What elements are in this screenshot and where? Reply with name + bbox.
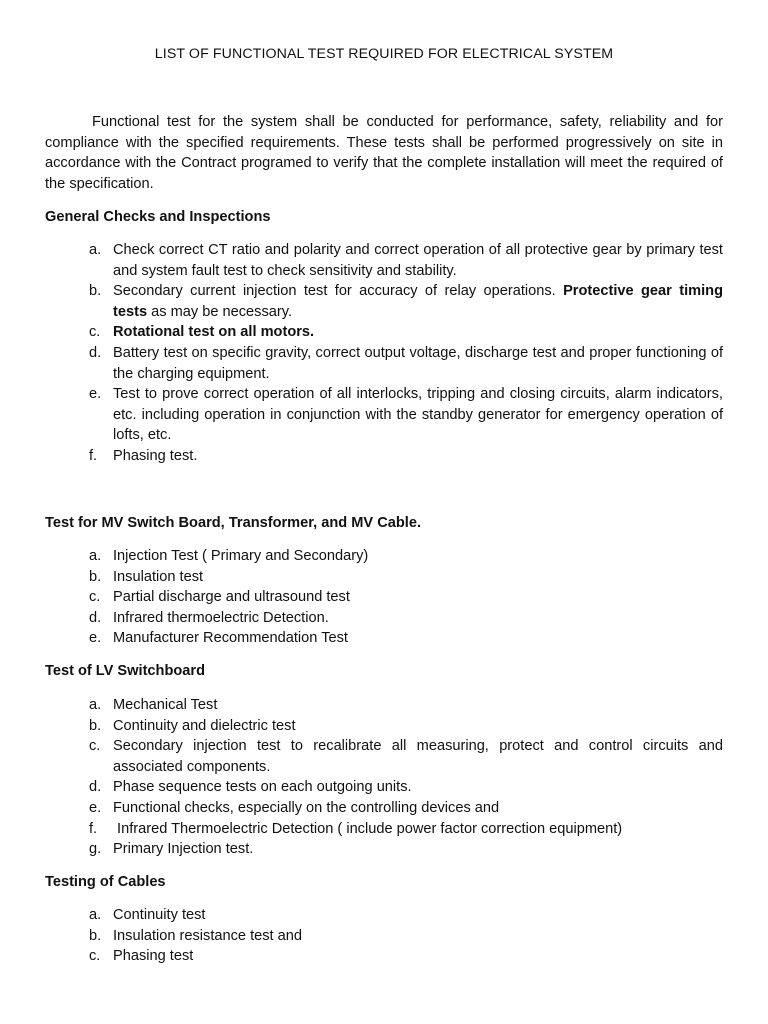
- section-heading-general-checks: General Checks and Inspections: [45, 209, 271, 225]
- section-heading-lv-switchboard: Test of LV Switchboard: [45, 663, 205, 679]
- list-marker: f.: [89, 820, 98, 837]
- list-item: b. Insulation test: [89, 567, 723, 588]
- list-item: d. Phase sequence tests on each outgoing units.: [89, 777, 723, 798]
- list-item: e. Functional checks, especially on the controlling devices and: [89, 798, 723, 819]
- section-heading-mv-switchboard: Test for MV Switch Board, Transformer, and MV Cable.: [45, 515, 421, 531]
- section-heading-testing-of-cables: Testing of Cables: [45, 874, 166, 890]
- list-marker: g.: [89, 841, 102, 858]
- list-item: e. Manufacturer Recommendation Test: [89, 628, 723, 649]
- list-marker: d.: [89, 609, 102, 626]
- document-title: LIST OF FUNCTIONAL TEST REQUIRED FOR ELECTRICAL SYSTEM: [154, 46, 614, 62]
- list-item: b. Insulation resistance test and: [89, 926, 723, 947]
- list-marker: e.: [89, 630, 102, 647]
- list-item: c. Secondary injection test to recalibrate all measuring, protect and control circuits and associated components.: [89, 738, 723, 775]
- list-item: f. Phasing test.: [89, 446, 723, 467]
- list-marker: a.: [89, 907, 102, 923]
- list-item: a. Injection Test ( Primary and Secondary): [89, 546, 723, 567]
- list-item: f. Infrared Thermoelectric Detection ( include power factor correction equipment): [89, 819, 723, 840]
- list-marker: d.: [89, 344, 102, 361]
- list-marker: a.: [89, 697, 102, 713]
- list-marker: a.: [89, 242, 102, 258]
- list-item: e. Test to prove correct operation of all interlocks, tripping and closing circuits, alarm indicators, etc. including operation in conjunction with the standby generator for emergency operation of lofts, etc.: [89, 386, 723, 444]
- lv-switchboard-list: [89, 695, 723, 860]
- intro-paragraph: Functional test for the system shall be conducted for performance, safety, reliability and for compliance with the specified requirements. These tests shall be performed progressively on site in accordance with the Contract programed to verify that the complete installation will meet the required of the specification.: [45, 114, 723, 192]
- list-marker: b.: [89, 283, 102, 300]
- list-item: d. Infrared thermoelectric Detection.: [89, 608, 723, 629]
- general-checks-list: [89, 240, 723, 467]
- cables-test-list: [89, 905, 723, 967]
- list-item: a. Mechanical Test: [89, 695, 723, 716]
- list-marker: f.: [89, 447, 98, 464]
- list-item: b. Continuity and dielectric test: [89, 716, 723, 737]
- list-marker: c.: [89, 589, 101, 606]
- list-item: c. Rotational test on all motors.: [89, 322, 723, 343]
- list-marker: e.: [89, 386, 102, 403]
- list-marker: c.: [89, 948, 101, 965]
- list-marker: b.: [89, 717, 102, 734]
- list-item: b. Secondary current injection test for accuracy of relay operations. Protective gear timing tests as may be necessary.: [89, 283, 723, 320]
- mv-switchboard-list: [89, 546, 723, 649]
- list-item: c. Phasing test: [89, 946, 723, 967]
- list-item: g. Primary Injection test.: [89, 839, 723, 860]
- list-item: a. Check correct CT ratio and polarity and correct operation of all protective gear by primary test and system fault test to check sensitivity and stability.: [89, 242, 723, 279]
- list-marker: b.: [89, 927, 102, 944]
- list-marker: e.: [89, 799, 102, 816]
- list-marker: c.: [89, 324, 101, 341]
- list-item: a. Continuity test: [89, 905, 723, 926]
- list-marker: a.: [89, 548, 102, 564]
- list-marker: d.: [89, 779, 102, 796]
- list-marker: b.: [89, 568, 102, 585]
- list-item: c. Partial discharge and ultrasound test: [89, 587, 723, 608]
- list-marker: c.: [89, 738, 101, 755]
- list-item: d. Battery test on specific gravity, correct output voltage, discharge test and proper functioning of the charging equipment.: [89, 344, 723, 382]
